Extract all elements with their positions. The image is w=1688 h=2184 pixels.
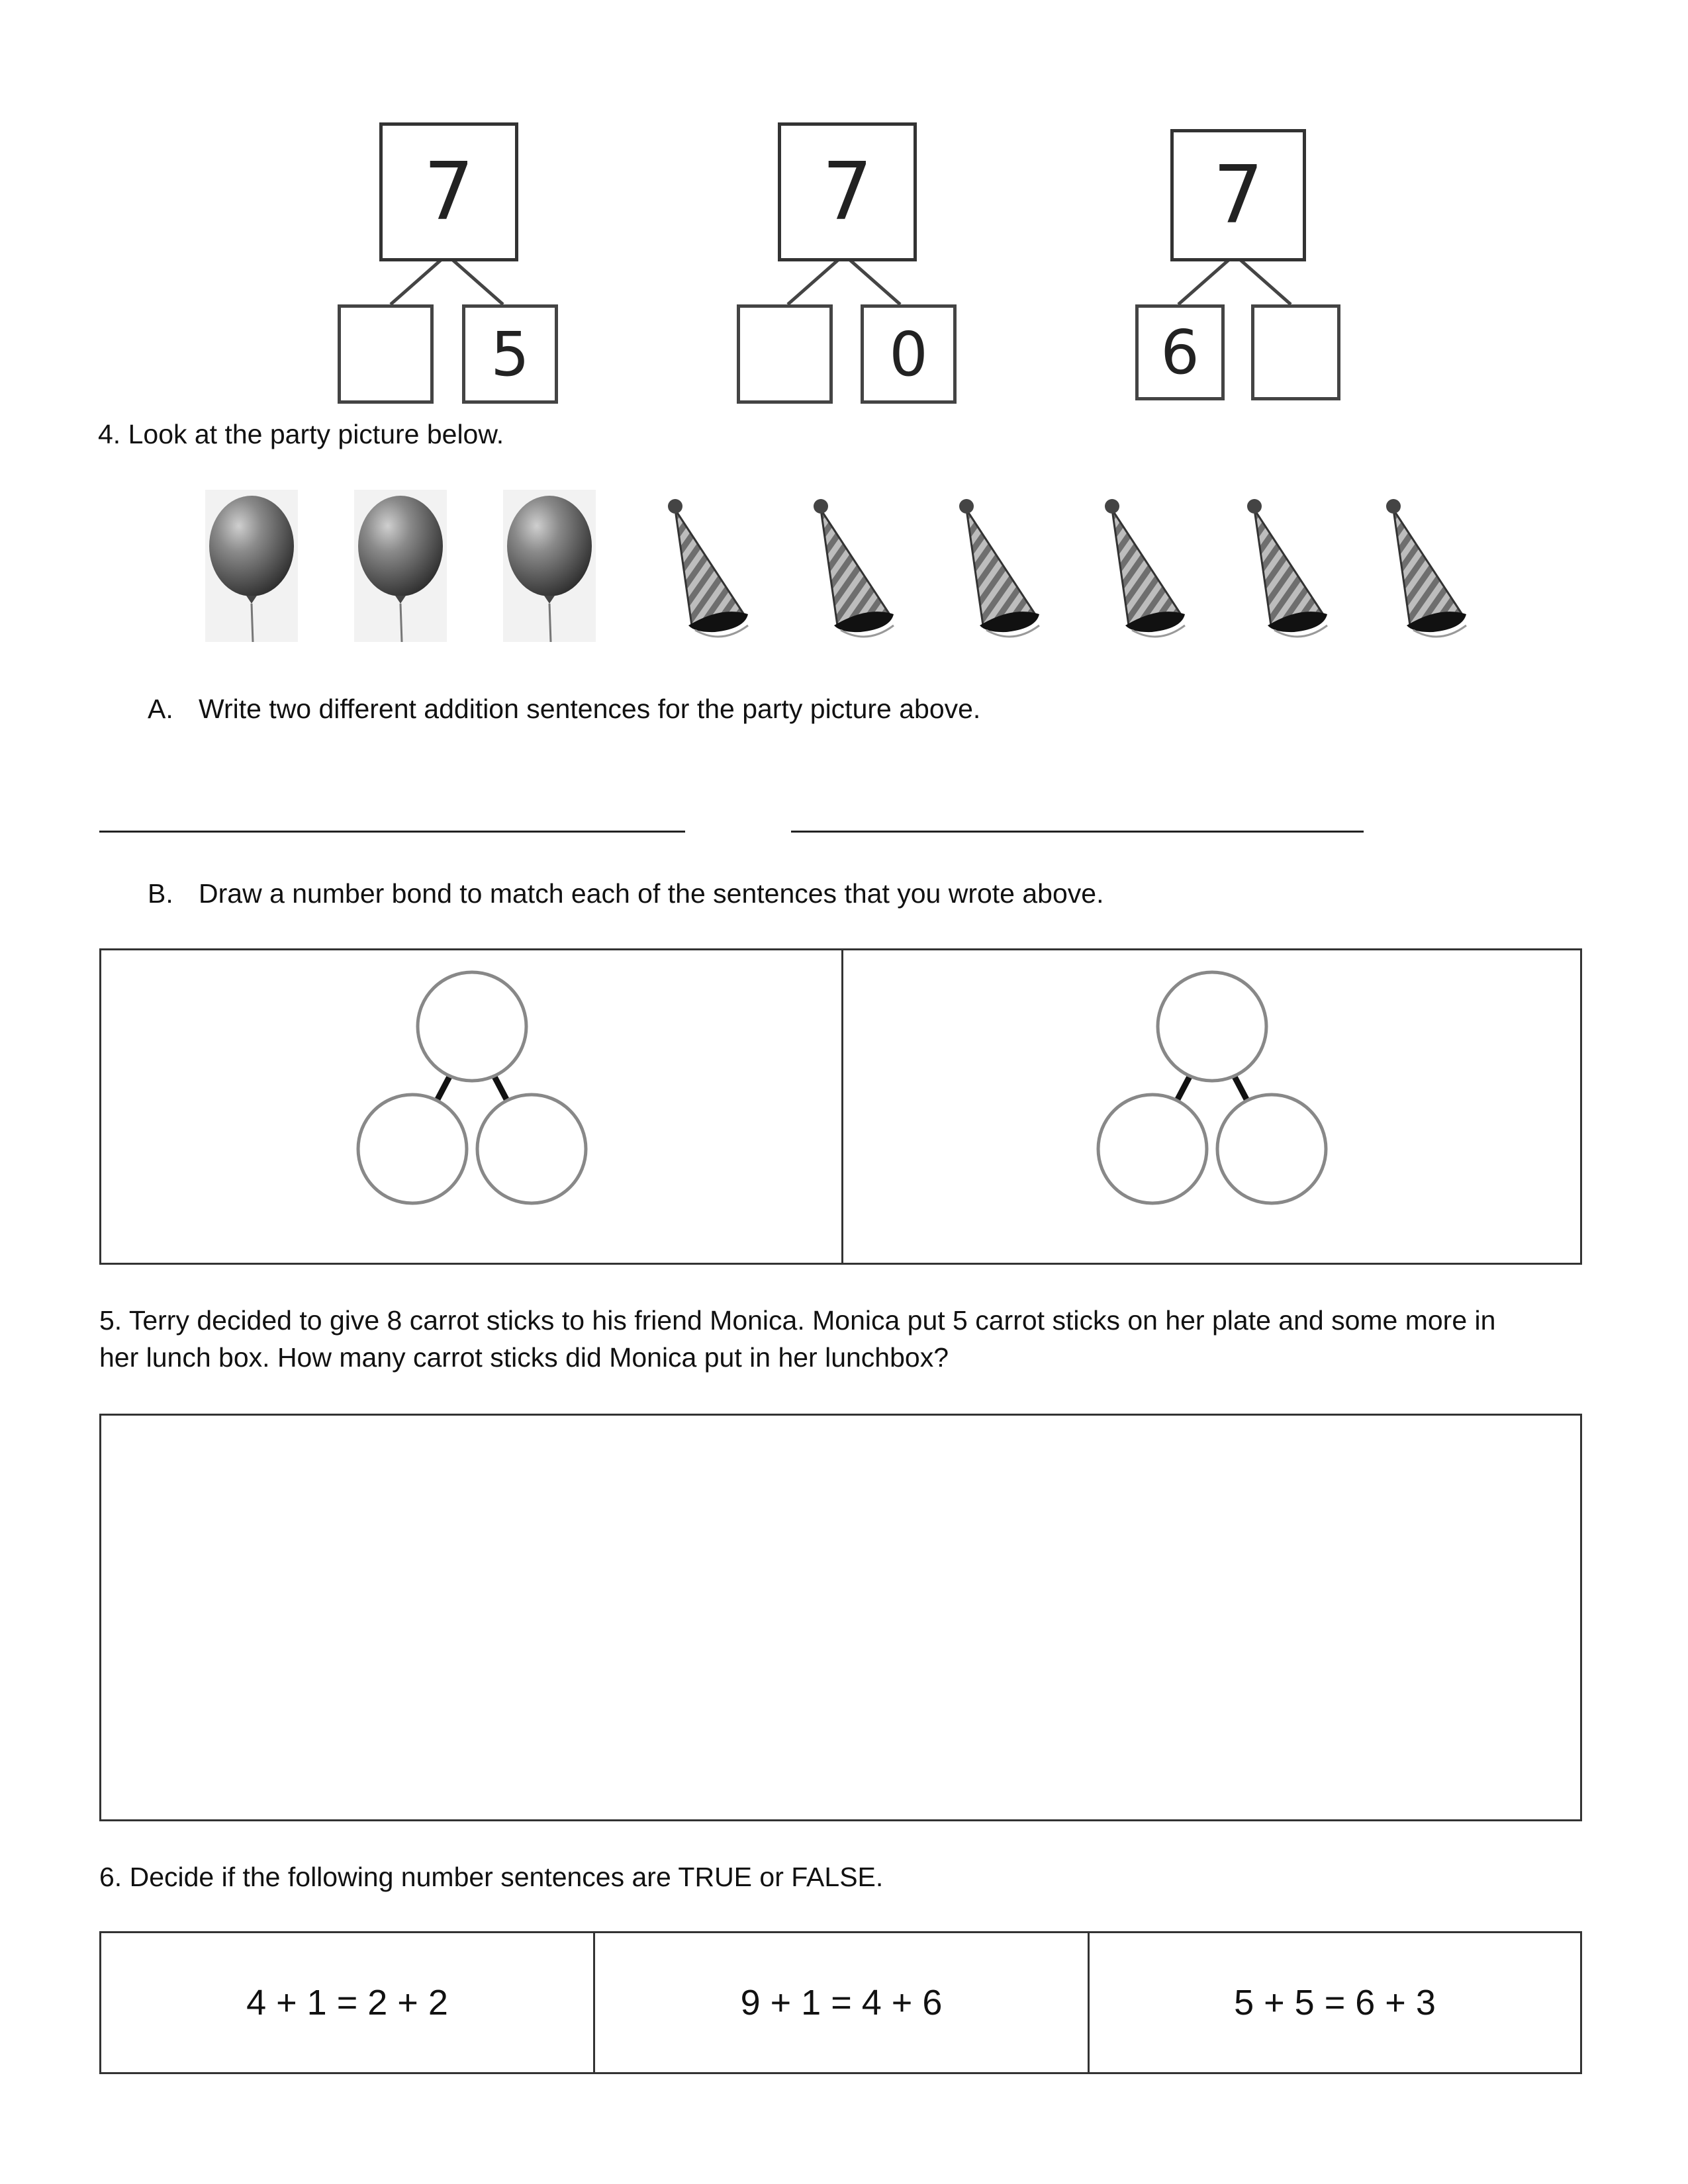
- q4-part-b-text: Draw a number bond to match each of the sentences that you wrote above.: [199, 878, 1104, 909]
- number-sentence-3: 5 + 5 = 6 + 3: [1234, 1983, 1436, 2023]
- bond-2-right-part: 0: [861, 304, 957, 404]
- number-sentence-2: 9 + 1 = 4 + 6: [740, 1983, 943, 2023]
- empty-number-bond-2[interactable]: [1080, 967, 1358, 1245]
- q5-prompt-line-1: 5. Terry decided to give 8 carrot sticks to his friend Monica. Monica put 5 carrot sticks on her plate and some more in: [99, 1305, 1496, 1336]
- party-hat-icon: [668, 499, 748, 637]
- q4-part-a-letter: A.: [148, 694, 173, 724]
- bond-1-right-part: 5: [462, 304, 558, 404]
- q4-prompt: 4. Look at the party picture below.: [98, 419, 504, 449]
- party-picture: [199, 490, 1483, 649]
- tf-cell-2[interactable]: [595, 1933, 1090, 2072]
- tf-cell-3[interactable]: [1090, 1933, 1580, 2072]
- party-hat-icon: [814, 499, 894, 637]
- party-hat-icon: [1386, 499, 1466, 637]
- party-hat-icon: [1247, 499, 1327, 637]
- q5-prompt-line-2: her lunch box. How many carrot sticks did Monica put in her lunchbox?: [99, 1342, 949, 1373]
- q5-answer-box[interactable]: [99, 1414, 1582, 1821]
- party-hat-icon: [1105, 499, 1185, 637]
- empty-number-bond-1[interactable]: [340, 967, 618, 1245]
- q4-part-a-text: Write two different addition sentences for the party picture above.: [199, 694, 981, 724]
- answer-line-2[interactable]: [791, 831, 1364, 833]
- bond-1-whole: 7: [379, 122, 518, 261]
- bond-3-right-part[interactable]: [1251, 304, 1340, 400]
- table-divider: [841, 950, 843, 1263]
- bond-2-whole: 7: [778, 122, 917, 261]
- party-hat-icon: [959, 499, 1039, 637]
- true-false-table: [99, 1931, 1582, 2074]
- number-sentence-1: 4 + 1 = 2 + 2: [246, 1983, 448, 2023]
- bond-1-left-part[interactable]: [338, 304, 434, 404]
- balloon-icon: [205, 490, 298, 642]
- number-bond-drawing-table: [99, 948, 1582, 1265]
- bond-3-left-part: 6: [1135, 304, 1225, 400]
- tf-cell-1[interactable]: [101, 1933, 595, 2072]
- answer-line-1[interactable]: [99, 831, 685, 833]
- bond-3-whole: 7: [1170, 129, 1306, 261]
- q4-part-b-letter: B.: [148, 878, 173, 909]
- bond-2-left-part[interactable]: [737, 304, 833, 404]
- q6-prompt: 6. Decide if the following number sentences are TRUE or FALSE.: [99, 1862, 884, 1892]
- balloon-icon: [354, 490, 447, 642]
- balloon-icon: [503, 490, 596, 642]
